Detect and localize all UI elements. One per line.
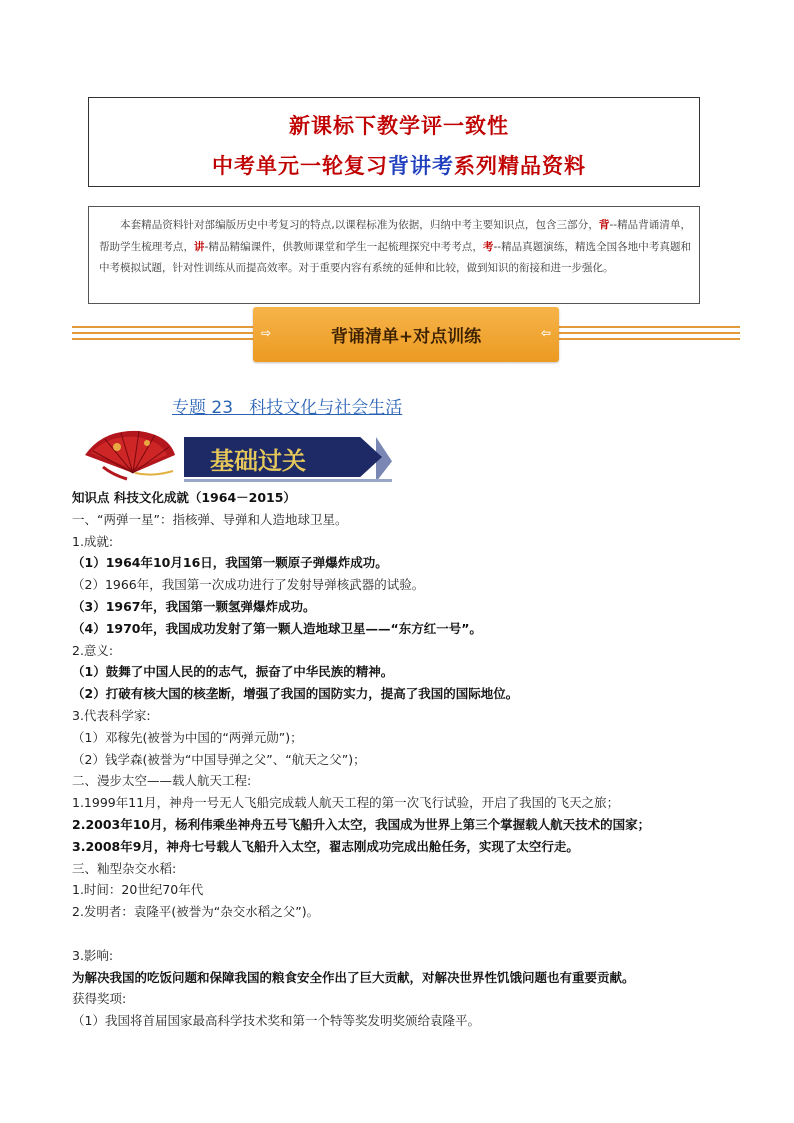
section-badge-label: 基础过关 [210, 446, 306, 475]
topic-title: 专题 23 科技文化与社会生活 [172, 398, 403, 418]
content-line: 为解决我国的吃饭问题和保障我国的粮食安全作出了巨大贡献，对解决世界性饥饿问题也有重要贡献。 [72, 969, 635, 985]
content-line: 三、籼型杂交水稻: [72, 860, 177, 876]
content-line: 二、漫步太空——载人航天工程: [72, 773, 252, 789]
content-line: 1.时间：20世纪70年代 [72, 882, 204, 898]
section-banner [253, 307, 559, 362]
blank-line [72, 923, 722, 945]
content-line: 3.2008年9月，神舟七号载人飞船升入太空，翟志刚成功完成出舱任务，实现了太空行走。 [72, 838, 579, 854]
header-title-part1: 中考单元一轮复习 [212, 153, 388, 178]
intro-text-2: --精品背诵清单，帮助学生梳理考点， [99, 219, 692, 253]
content-line: 2.2003年10月，杨利伟乘坐神舟五号飞船升入太空，我国成为世界上第三个掌握载人航天技术的国家； [72, 816, 651, 832]
intro-paragraph [88, 206, 700, 304]
header-title-box [88, 97, 700, 187]
banner-label: 背诵清单+对点训练 [330, 327, 482, 347]
content-line: （2）钱学森(被誉为“中国导弹之父”、“航天之父”)； [72, 751, 366, 767]
header-title-part3: 系列精品资料 [454, 153, 586, 178]
arrow-right-icon: ⇨ [261, 326, 272, 340]
content-line: （1）鼓舞了中国人民的的志气，振奋了中华民族的精神。 [72, 664, 394, 680]
content-line: （1）邓稼先(被誉为中国的“两弹元勋”)； [72, 729, 303, 745]
content-line: 1.1999年11月，神舟一号无人飞船完成载人航天工程的第一次飞行试验，开启了我国的飞天之旅； [72, 795, 620, 811]
content-body [72, 487, 722, 1032]
content-line: （2）打破有核大国的核垄断，增强了我国的国防实力，提高了我国的国际地位。 [72, 686, 519, 702]
content-line: 1.成就: [72, 533, 114, 549]
header-title-line1: 新课标下教学评一致性 [289, 113, 509, 138]
content-line: （1）我国将首届国家最高科学技术奖和第一个特等奖发明奖颁给袁隆平。 [72, 1013, 480, 1029]
content-line: 获得奖项: [72, 991, 127, 1007]
content-line: （4）1970年，我国成功发射了第一颗人造地球卫星——“东方红一号”。 [72, 620, 482, 636]
header-title-line2 [89, 150, 699, 180]
content-line: （3）1967年，我国第一颗氢弹爆炸成功。 [72, 598, 316, 614]
intro-key-3: 考 [482, 240, 494, 253]
content-line: 3.代表科学家: [72, 707, 151, 723]
content-line: 3.影响: [72, 947, 114, 963]
header-title-part2: 背讲考 [388, 153, 454, 178]
content-line: 一、“两弹一星”：指核弹、导弹和人造地球卫星。 [72, 511, 348, 527]
content-line: 2.意义: [72, 642, 114, 658]
fan-icon [73, 425, 181, 483]
intro-text-4: --精品真题演练，精选全国各地中考真题和中考模拟试题，针对性训练从而提高效率。对于重要内容有系统的延伸和比较，做到知识的衔接和进一步强化。 [99, 240, 692, 274]
intro-text-3: -精品精编课件，供教师课堂和学生一起梳理探究中考考点， [204, 240, 483, 253]
content-line: （2）1966年，我国第一次成功进行了发射导弹核武器的试验。 [72, 577, 425, 593]
content-line: 知识点 科技文化成就（1964－2015） [72, 490, 296, 505]
intro-key-1: 背 [598, 219, 610, 231]
content-line: （1）1964年10月16日，我国第一颗原子弹爆炸成功。 [72, 555, 388, 571]
section-badge-underline [184, 479, 392, 482]
arrow-left-icon: ⇦ [540, 326, 551, 340]
content-line: 2.发明者：袁隆平(被誉为“杂交水稻之父”)。 [72, 904, 320, 920]
intro-text-1: 本套精品资料针对部编版历史中考复习的特点,以课程标准为依据，归纳中考主要知识点，包含三部分， [120, 219, 599, 231]
intro-key-2: 讲 [194, 240, 205, 253]
